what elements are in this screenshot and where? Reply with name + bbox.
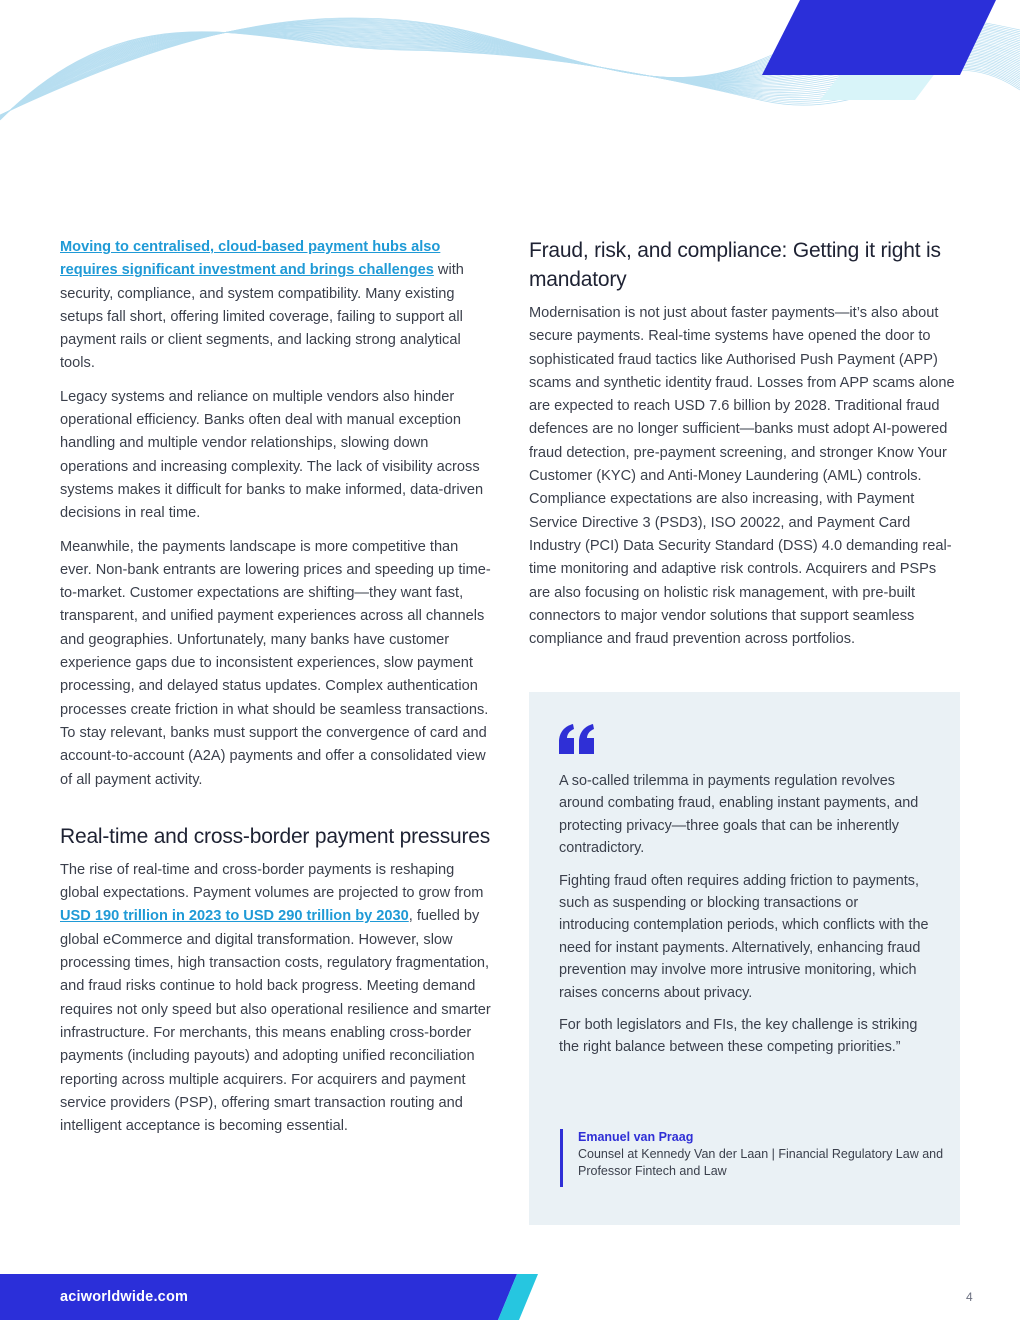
author-title: Counsel at Kennedy Van der Laan | Financial Regulatory Law and Professor Fintech and Law <box>578 1147 944 1178</box>
section-heading-real-time: Real-time and cross-border payment pressures <box>60 824 491 848</box>
author-name: Emanuel van Praag <box>578 1130 694 1144</box>
quote-mark-icon <box>557 724 597 754</box>
real-time-paragraph <box>60 859 492 1139</box>
left-column <box>60 236 492 1148</box>
payment-volumes-link[interactable]: USD 190 trillion in 2023 to USD 290 trillion by 2030 <box>60 908 409 925</box>
right-column <box>529 236 961 661</box>
header-wave-decoration <box>0 0 1020 160</box>
quote-attribution <box>560 1129 948 1187</box>
quote-paragraph: Fighting fraud often requires adding friction to payments, such as suspending or blocking transactions or introducing contemplation periods, which conflicts with the need for instant payments. Alternatively, enhancing fraud prevention may involve more intrusive monitoring, which raises concerns about privacy. <box>559 872 929 1001</box>
payment-hubs-link[interactable]: Moving to centralised, cloud-based payment hubs also requires significant investment and brings challenges <box>60 239 441 279</box>
header-blue-shape <box>762 0 996 75</box>
page-number: 4 <box>966 1290 973 1304</box>
quote-box <box>529 692 960 1225</box>
legacy-systems-paragraph: Legacy systems and reliance on multiple vendors also hinder operational efficiency. Banks often deal with manual exception handling and multiple vendor relationships, slowing down operations and increasing complexity. The lack of visibility across systems makes it difficult for banks to make informed, data-driven decisions in real time. <box>60 388 484 522</box>
quote-body <box>559 770 931 1069</box>
intro-paragraph <box>60 236 492 376</box>
real-time-text-before: The rise of real-time and cross-border payments is reshaping global expectations. Payment volumes are projected to grow from <box>60 861 484 902</box>
fraud-paragraph: Modernisation is not just about faster payments—it’s also about secure payments. Real-time systems have opened the door to sophisticated fraud tactics like Authorised Push Payment (APP) scams and synthetic identity fraud. Losses from APP scams alone are expected to reach USD 7.6 billion by 2028. Traditional fraud defences are no longer sufficient—banks must adopt AI-powered fraud detection, pre-payment screening, and stronger Know Your Customer (KYC) and Anti-Money Laundering (AML) controls. Compliance expectations are also increasing, with Payment Service Directive 3 (PSD3), ISO 20022, and Payment Card Industry (PCI) Data Security Standard (DSS) 4.0 demanding real-time monitoring and adaptive risk controls. Acquirers and PSPs are also focusing on holistic risk management, with pre-built connectors to major vendor solutions that support seamless compliance and fraud prevention across portfolios. <box>529 305 955 648</box>
intro-paragraph-text: with security, compliance, and system compatibility. Many existing setups fall short, offering limited coverage, failing to support all payment rails or client segments, and lacking strong analytical tools. <box>60 262 464 372</box>
competitive-landscape-paragraph: Meanwhile, the payments landscape is more competitive than ever. Non-bank entrants are lowering prices and speeding up time-to-market. Customer expectations are shifting—they want fast, transparent, and unified payment experiences across all channels and geographies. Unfortunately, many banks have customer experience gaps due to inconsistent experiences, slow payment processing, and delayed status updates. Complex authentication processes create friction in what should be seamless transactions. To stay relevant, banks must support the convergence of card and account-to-account (A2A) payments and offer a consolidated view of all payment activity. <box>60 538 491 788</box>
real-time-text-after: , fuelled by global eCommerce and digital transformation. However, slow processing times, high transaction costs, regulatory fragmentation, and fraud risks continue to hold back progress. Meeting demand requires not only speed but also operational resilience and smarter infrastructure. For merchants, this means enabling cross-border payments (including payouts) and adopting unified reconciliation reporting across multiple acquirers. For acquirers and payment service providers (PSP), offering smart transaction routing and intelligent acceptance is becoming essential. <box>60 908 491 1135</box>
footer-website-link[interactable]: aciworldwide.com <box>60 1289 189 1305</box>
section-heading-fraud: Fraud, risk, and compliance: Getting it right is mandatory <box>529 239 941 291</box>
quote-paragraph: A so-called trilemma in payments regulation revolves around combating fraud, enabling instant payments, and protecting privacy—three goals that can be inherently contradictory. <box>559 773 919 857</box>
quote-paragraph: For both legislators and FIs, the key challenge is striking the right balance between these competing priorities.” <box>559 1017 918 1056</box>
